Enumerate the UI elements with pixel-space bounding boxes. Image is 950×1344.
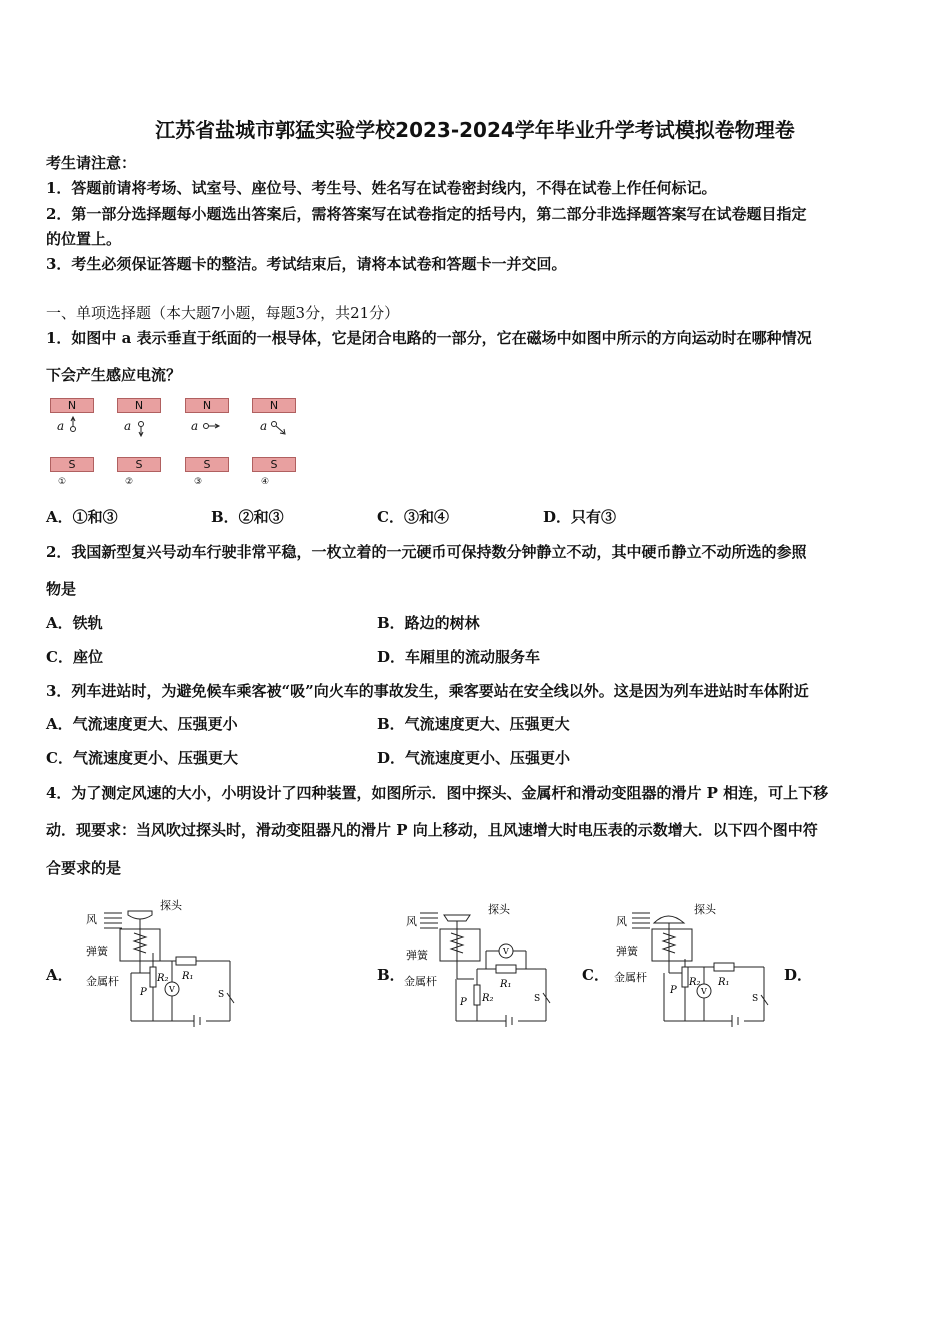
r1-label-c: R₁ [718, 977, 730, 988]
q4-option-a[interactable]: A． [46, 966, 73, 984]
q3-option-d[interactable]: D．气流速度更小、压强更小 [377, 749, 571, 767]
page-title: 江苏省盐城市郭猛实验学校2023-2024学年毕业升学考试模拟卷物理卷 [155, 118, 795, 142]
north-pole-4: N [252, 398, 296, 413]
q4-option-c[interactable]: C． [582, 966, 609, 984]
conductor-label-3: a [191, 419, 199, 433]
q2-option-b[interactable]: B．路边的树林 [377, 614, 480, 632]
spring-label-b: 弹簧 [406, 949, 428, 962]
circuit-diagram-c [612, 893, 772, 1029]
q3-option-b[interactable]: B．气流速度更大、压强更大 [377, 715, 570, 733]
notice-heading: 考生请注意： [46, 154, 137, 172]
circuit-diagram-a [84, 893, 244, 1029]
q2-option-d[interactable]: D．车厢里的流动服务车 [377, 648, 541, 666]
probe-label-b: 探头 [488, 903, 510, 916]
q1-option-c[interactable]: C．③和④ [377, 508, 449, 526]
q4-option-d[interactable]: D． [784, 966, 813, 984]
r2-label-c: R₂ [689, 977, 701, 988]
motion-arrows [40, 410, 310, 446]
south-pole-1: S [50, 457, 94, 472]
wind-label-a: 风 [86, 913, 97, 926]
voltmeter-label-a: V [169, 985, 175, 994]
q2-option-a[interactable]: A．铁轨 [46, 614, 103, 632]
q1-text-2: 下会产生感应电流？ [46, 366, 182, 384]
switch-label-c: S [752, 994, 759, 1004]
r2-label-a: R₂ [157, 973, 169, 984]
slider-p-label-a: P [140, 987, 147, 998]
conductor-label-4: a [260, 419, 268, 433]
q4-text-2: 动．现要求：当风吹过探头时，滑动变阻器凡的滑片 P 向上移动，且风速增大时电压表的示数增大．以下四个图中符 [46, 821, 818, 839]
q1-text-1: 1．如图中 a 表示垂直于纸面的一根导体，它是闭合电路的一部分，它在磁场中如图中所示的方向运动时在哪种情况 [46, 329, 812, 347]
q4-option-b[interactable]: B． [377, 966, 405, 984]
north-pole-2: N [117, 398, 161, 413]
probe-label-c: 探头 [694, 903, 716, 916]
q1-option-d[interactable]: D．只有③ [543, 508, 617, 526]
voltmeter-label-c: V [701, 987, 707, 996]
q1-option-b[interactable]: B．②和③ [211, 508, 284, 526]
south-pole-2: S [117, 457, 161, 472]
conductor-label-2: a [124, 419, 132, 433]
spring-label-c: 弹簧 [616, 945, 638, 958]
case-number-2: ② [125, 477, 134, 487]
q3-option-a[interactable]: A．气流速度更大、压强更小 [46, 715, 238, 733]
south-pole-4: S [252, 457, 296, 472]
notice-line-1: 1．答题前请将考场、试室号、座位号、考生号、姓名写在试卷密封线内，不得在试卷上作任何标记。 [46, 179, 717, 197]
r1-label-a: R₁ [182, 971, 194, 982]
slider-p-label-b: P [460, 997, 467, 1008]
case-number-3: ③ [194, 477, 203, 487]
q2-text-2: 物是 [46, 580, 77, 598]
q4-text-1: 4．为了测定风速的大小，小明设计了四种装置，如图所示．图中探头、金属杆和滑动变阻器的滑片 P 相连，可上下移 [46, 784, 829, 802]
rod-label-a: 金属杆 [86, 975, 119, 988]
wind-label-b: 风 [406, 915, 417, 928]
switch-label-b: S [534, 994, 541, 1004]
q2-text-1: 2．我国新型复兴号动车行驶非常平稳，一枚立着的一元硬币可保持数分钟静立不动，其中硬币静立不动所选的参照 [46, 543, 807, 561]
q1-option-a[interactable]: A．①和③ [46, 508, 118, 526]
spring-label-a: 弹簧 [86, 945, 108, 958]
circuit-diagram-b [400, 893, 560, 1029]
switch-label-a: S [218, 990, 225, 1000]
section-heading: 一、单项选择题（本大题7小题，每题3分，共21分） [46, 304, 400, 322]
case-number-4: ④ [261, 477, 270, 487]
rod-label-c: 金属杆 [614, 971, 647, 984]
q3-option-c[interactable]: C．气流速度更小、压强更大 [46, 749, 238, 767]
notice-line-3: 3．考生必须保证答题卡的整洁。考试结束后，请将本试卷和答题卡一并交回。 [46, 255, 567, 273]
slider-p-label-c: P [670, 985, 677, 996]
q2-option-c[interactable]: C．座位 [46, 648, 103, 666]
notice-line-2b: 的位置上。 [46, 230, 122, 248]
rod-label-b: 金属杆 [404, 975, 437, 988]
wind-label-c: 风 [616, 915, 627, 928]
north-pole-1: N [50, 398, 94, 413]
north-pole-3: N [185, 398, 229, 413]
r1-label-b: R₁ [500, 979, 512, 990]
r2-label-b: R₂ [482, 993, 494, 1004]
q3-text-1: 3．列车进站时，为避免候车乘客被“吸”向火车的事故发生，乘客要站在安全线以外。这是因为列车进站时车体附近 [46, 682, 809, 700]
voltmeter-label-b: V [503, 947, 509, 956]
notice-line-2a: 2．第一部分选择题每小题选出答案后，需将答案写在试卷指定的括号内，第二部分非选择题答案写在试卷题目指定 [46, 205, 807, 223]
conductor-label-1: a [57, 419, 65, 433]
south-pole-3: S [185, 457, 229, 472]
case-number-1: ① [58, 477, 67, 487]
probe-label-a: 探头 [160, 899, 182, 912]
q4-text-3: 合要求的是 [46, 859, 122, 877]
